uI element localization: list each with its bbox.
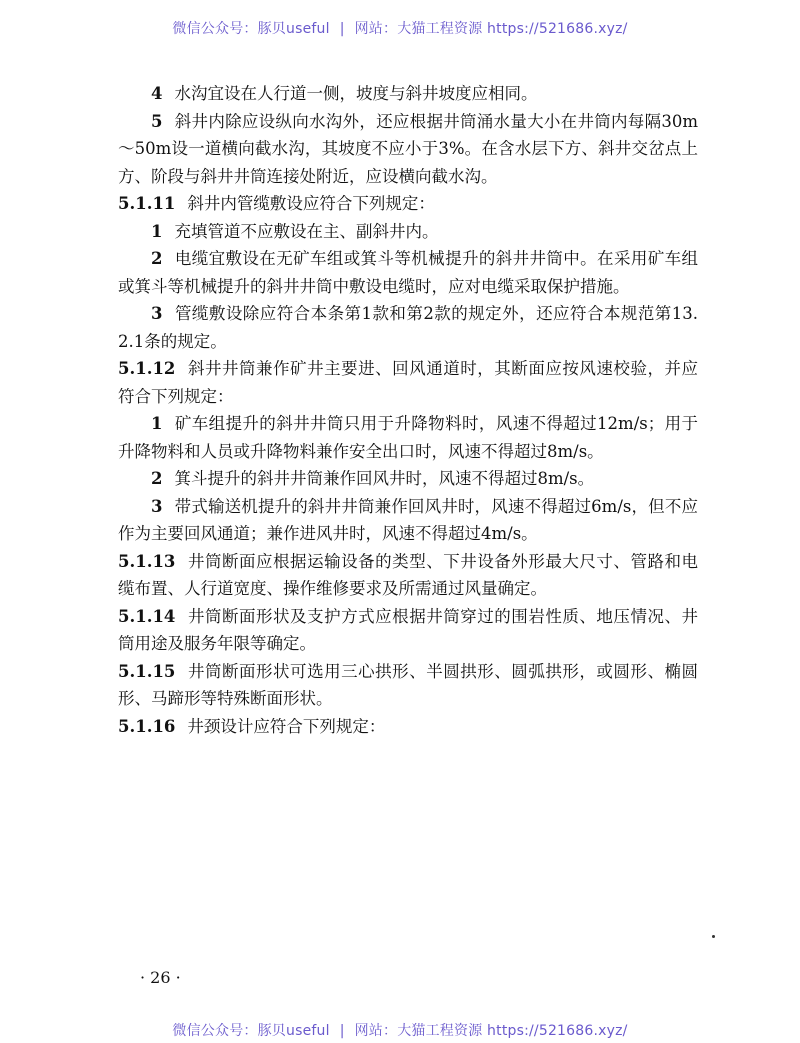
watermark-wechat: 微信公众号：豚贝useful [172,21,330,37]
item-number: 1 [151,221,163,241]
clause-text: 井筒断面形状可选用三心拱形、半圆拱形、圆弧拱形，或圆形、椭圆形、马蹄形等特殊断面形状。 [118,661,698,708]
paragraph-text: 带式输送机提升的斜井井筒兼作回风井时，风速不得超过6m/s，但不应作为主要回风通道；兼作进风井时，风速不得超过4m/s。 [118,496,698,543]
paragraph-text: 斜井内除应设纵向水沟外，还应根据井筒涌水量大小在井筒内每隔30m～50m设一道横向截水沟，其坡度不应小于3%。在含水层下方、斜井交岔点上方、阶段与斜井井筒连接处附近，应设横向截水沟。 [118,111,698,186]
clause-text: 井颈设计应符合下列规定： [187,716,386,736]
clause [118,713,698,741]
document-body [118,80,698,740]
paragraph [118,410,698,465]
paragraph-text: 电缆宜敷设在无矿车组或箕斗等机械提升的斜井井筒中。在采用矿车组或箕斗等机械提升的斜井井筒中敷设电缆时，应对电缆采取保护措施。 [118,249,698,296]
paragraph [118,245,698,300]
clause [118,355,698,410]
clause-number: 5.1.11 [118,194,176,213]
paragraph-text: 矿车组提升的斜井井筒只用于升降物料时，风速不得超过12m/s；用于升降物料和人员或升降物料兼作安全出口时，风速不得超过8m/s。 [118,414,698,461]
paragraph [118,80,698,108]
clause-number: 5.1.15 [118,661,176,681]
clause [118,658,698,713]
watermark-wechat: 微信公众号：豚贝useful [172,1023,330,1039]
clause-text: 井筒断面应根据运输设备的类型、下井设备外形最大尺寸、管路和电缆布置、人行道宽度、操作维修要求及所需通过风量确定。 [118,551,698,598]
clause-text: 井筒断面形状及支护方式应根据井筒穿过的围岩性质、地压情况、井筒用途及服务年限等确定。 [118,606,698,653]
clause-number: 5.1.16 [118,716,176,736]
clause [118,603,698,658]
item-number: 2 [151,249,163,268]
paragraph-text: 充填管道不应敷设在主、副斜井内。 [174,221,439,241]
clause-number: 5.1.12 [118,359,176,378]
item-number: 2 [151,469,163,488]
watermark-website: 网站：大猫工程资源 https://521686.xyz/ [354,21,628,37]
watermark-separator: | [339,21,345,37]
paragraph-text: 水沟宜设在人行道一侧，坡度与斜井坡度应相同。 [174,84,538,103]
item-number: 3 [151,304,163,323]
clause [118,548,698,603]
scan-dot [712,935,715,938]
watermark-top [0,18,800,38]
watermark-website: 网站：大猫工程资源 https://521686.xyz/ [354,1023,628,1039]
clause-number: 5.1.13 [118,551,176,571]
paragraph [118,108,698,191]
clause-text: 斜井井筒兼作矿井主要进、回风通道时，其断面应按风速校验，并应符合下列规定： [118,359,698,406]
item-number: 1 [151,414,163,433]
watermark-separator: | [339,1023,345,1039]
clause-number: 5.1.14 [118,606,176,626]
item-number: 3 [151,496,163,516]
item-number: 4 [151,84,163,103]
paragraph [118,300,698,355]
paragraph-text: 箕斗提升的斜井井筒兼作回风井时，风速不得超过8m/s。 [174,469,595,488]
paragraph [118,218,698,246]
paragraph [118,493,698,548]
clause-text: 斜井内管缆敷设应符合下列规定： [187,194,435,213]
watermark-bottom [0,1020,800,1040]
page-number: · 26 · [140,968,181,987]
paragraph [118,465,698,493]
item-number: 5 [151,111,163,131]
paragraph-text: 管缆敷设除应符合本条第1款和第2款的规定外，还应符合本规范第13.2.1条的规定。 [118,304,698,351]
clause [118,190,698,218]
